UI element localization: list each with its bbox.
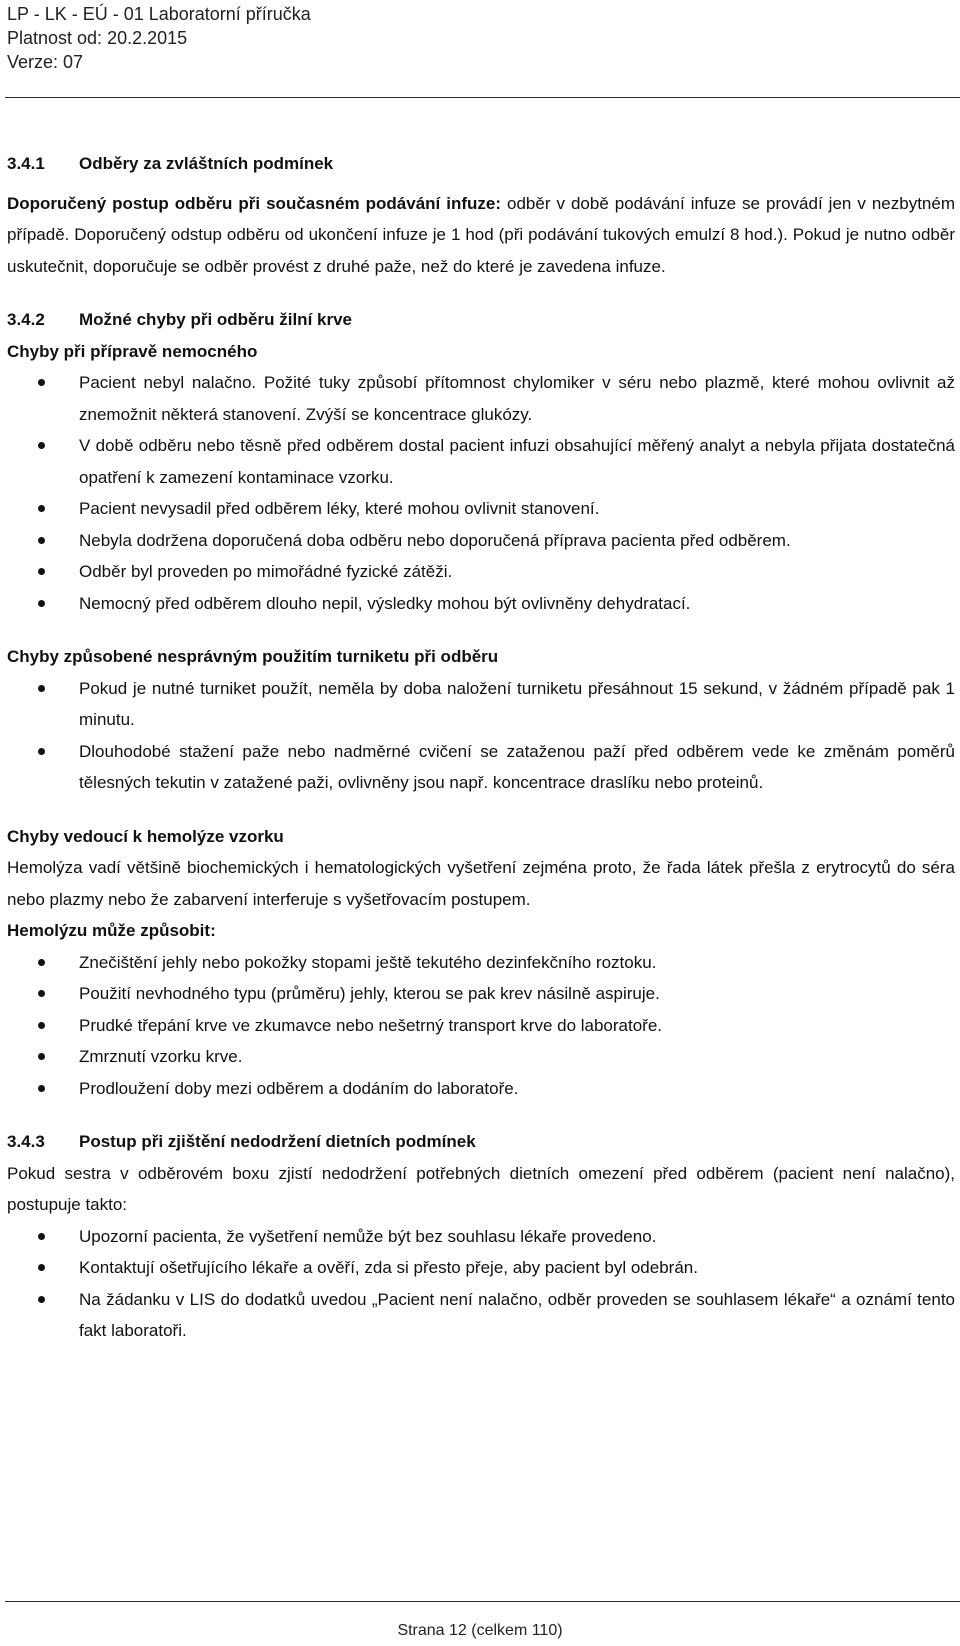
infusion-lead: Doporučený postup odběru při současném podávání infuze: — [7, 193, 502, 213]
section-title: Možné chyby při odběru žilní krve — [79, 310, 352, 329]
list-item: Pacient nevysadil před odběrem léky, které mohou ovlivnit stanovení. — [7, 493, 955, 525]
header-validity: Platnost od: 20.2.2015 — [7, 28, 188, 48]
header-title: LP - LK - EÚ - 01 Laboratorní příručka — [7, 4, 311, 24]
section-number: 3.4.3 — [7, 1132, 45, 1151]
header-version: Verze: 07 — [7, 52, 84, 72]
section-heading-3-4-1 — [7, 148, 955, 180]
list-item: Odběr byl proveden po mimořádné fyzické zátěži. — [7, 556, 955, 588]
list-item: Dlouhodobé stažení paže nebo nadměrné cvičení se zataženou paží před odběrem vede ke změnám poměrů tělesných tekutin v zatažené paži, ovlivněny jsou např. koncentrace draslíku nebo proteinů. — [7, 736, 955, 799]
header-divider — [5, 97, 960, 98]
subheading-patient-preparation: Chyby při přípravě nemocného — [7, 341, 258, 361]
list-item: Zmrznutí vzorku krve. — [7, 1041, 955, 1073]
diet-paragraph: Pokud sestra v odběrovém boxu zjistí nedodržení potřebných dietních omezení před odběrem (pacient není nalačno), postupuje takto: — [7, 1163, 955, 1214]
list-item: Nebyla dodržena doporučená doba odběru nebo doporučená příprava pacienta před odběrem. — [7, 525, 955, 557]
list-item: Upozorní pacienta, že vyšetření nemůže být bez souhlasu lékaře provedeno. — [7, 1221, 955, 1253]
list-item: Prudké třepání krve ve zkumavce nebo nešetrný transport krve do laboratoře. — [7, 1010, 955, 1042]
list-item: Na žádanku v LIS do dodatků uvedou „Pacient není nalačno, odběr proveden se souhlasem lékaře“ a oznámí tento fakt laboratoři. — [7, 1284, 955, 1347]
section-title: Odběry za zvláštních podmínek — [79, 154, 334, 173]
hemolysis-causes-list — [7, 947, 955, 1105]
tourniquet-list — [7, 673, 955, 799]
section-number: 3.4.2 — [7, 310, 45, 329]
page-number: Strana 12 (celkem 110) — [397, 1622, 563, 1639]
subheading-tourniquet: Chyby způsobené nesprávným použitím turniketu při odběru — [7, 647, 499, 666]
section-number: 3.4.1 — [7, 154, 45, 173]
document-body — [7, 148, 955, 1347]
subheading-hemolysis-causes: Hemolýzu může způsobit: — [7, 921, 216, 940]
list-item: Nemocný před odběrem dlouho nepil, výsledky mohou být ovlivněny dehydratací. — [7, 588, 955, 620]
subheading-hemolysis: Chyby vedoucí k hemolýze vzorku — [7, 826, 284, 846]
infusion-paragraph — [7, 188, 955, 283]
footer-divider — [5, 1601, 960, 1602]
document-header — [7, 2, 960, 74]
patient-preparation-list — [7, 367, 955, 619]
list-item: Použití nevhodného typu (průměru) jehly, kterou se pak krev násilně aspiruje. — [7, 978, 955, 1010]
diet-procedure-list — [7, 1221, 955, 1347]
section-heading-3-4-2 — [7, 304, 955, 336]
section-heading-3-4-3 — [7, 1126, 955, 1158]
list-item: Prodloužení doby mezi odběrem a dodáním do laboratoře. — [7, 1073, 955, 1105]
list-item: Pokud je nutné turniket použít, neměla by doba naložení turniketu přesáhnout 15 sekund, v žádném případě pak 1 minutu. — [7, 673, 955, 736]
list-item: Znečištění jehly nebo pokožky stopami ještě tekutého dezinfekčního roztoku. — [7, 947, 955, 979]
section-title: Postup při zjištění nedodržení dietních podmínek — [79, 1132, 476, 1151]
hemolysis-paragraph: Hemolýza vadí většině biochemických i hematologických vyšetření zejména proto, že řada látek přešla z erytrocytů do séra nebo plazmy nebo že zabarvení interferuje s vyšetřovacím postupem. — [7, 858, 955, 909]
list-item: V době odběru nebo těsně před odběrem dostal pacient infuzi obsahující měřený analyt a nebyla přijata dostatečná opatření k zamezení kontaminace vzorku. — [7, 430, 955, 493]
infusion-text: odběr v době podávání infuze se provádí jen v nezbytném případě. Doporučený odstup odběru od ukončení infuze je 1 hod (při podávání tukových emulzí 8 hod.). Pokud je nutno odběr uskutečnit, doporučuje se odběr provést z druhé paže, než do které je zavedena infuze. — [7, 193, 955, 276]
list-item: Kontaktují ošetřujícího lékaře a ověří, zda si přesto přeje, aby pacient byl odebrán. — [7, 1252, 955, 1284]
list-item: Pacient nebyl nalačno. Požité tuky způsobí přítomnost chylomiker v séru nebo plazmě, které mohou ovlivnit až znemožnit některá stanovení. Zvýší se koncentrace glukózy. — [7, 367, 955, 430]
